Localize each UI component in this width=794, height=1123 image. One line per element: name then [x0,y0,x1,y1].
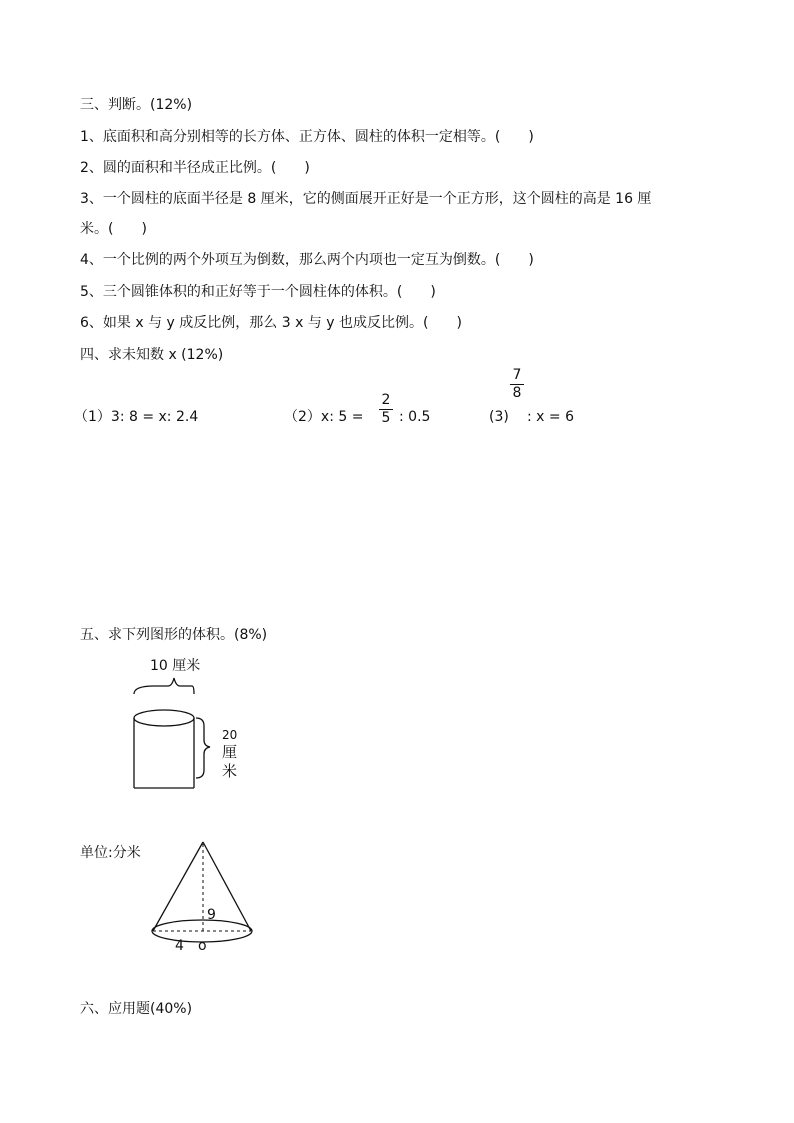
judge-item-3-continued: 米。( ) [80,221,147,237]
diameter-brace [134,678,194,694]
judge-item-2: 2、圆的面积和半径成正比例。( ) [80,160,310,176]
equation-1: （1）3: 8 = x: 2.4 [74,409,199,425]
judge-item-1: 1、底面积和高分别相等的长方体、正方体、圆柱的体积一定相等。( ) [80,129,534,145]
equation-2-right: : 0.5 [399,409,431,425]
cone-radius-label: 4 [175,938,184,954]
equation-3-right: : x = 6 [527,409,574,425]
equation-3-fraction [510,368,524,401]
judge-item-4: 4、一个比例的两个外项互为倒数，那么两个内项也一定互为倒数。( ) [80,252,534,268]
fraction-numerator: 2 [381,392,391,408]
section-4-heading: 四、求未知数 x (12%) [80,347,224,363]
cylinder-height-number: 20 [222,728,238,742]
judge-item-3: 3、一个圆柱的底面半径是 8 厘米，它的侧面展开正好是一个正方形，这个圆柱的高是 16 厘 [80,191,652,207]
equation-3-label: (3) [489,409,509,425]
equation-2-left: （2）x: 5 = [284,409,364,425]
judge-item-6: 6、如果 x 与 y 成反比例，那么 3 x 与 y 也成反比例。( ) [80,315,462,331]
fraction-numerator: 7 [512,367,522,383]
section-6-heading: 六、应用题(40%) [80,1001,193,1017]
cone-left-slant [153,842,203,931]
height-brace [196,718,210,778]
cone-unit-label: 单位:分米 [80,845,141,861]
section-3-heading: 三、判断。(12%) [80,97,193,113]
fraction-denominator: 5 [381,410,391,426]
cone-height-label: 9 [207,907,216,923]
cylinder-top-ellipse [134,710,194,726]
cylinder-height-unit-1: 厘 [222,743,238,761]
cylinder-diameter-label: 10 厘米 [150,658,201,674]
section-5-heading: 五、求下列图形的体积。(8%) [80,627,268,643]
cylinder-height-unit-2: 米 [222,762,238,780]
equation-2-fraction [379,393,393,426]
cone-center-mark: o [198,938,207,954]
judge-item-5: 5、三个圆锥体积的和正好等于一个圆柱体的体积。( ) [80,284,436,300]
fraction-denominator: 8 [512,385,522,401]
